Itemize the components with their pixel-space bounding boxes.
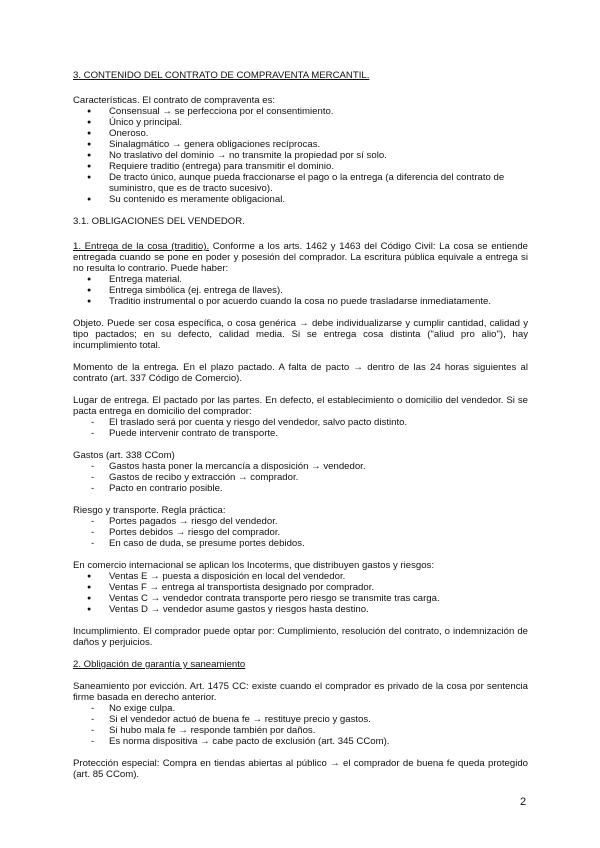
- momento-paragraph: Momento de la entrega. En el plazo pactado. A falta de pacto → dentro de las 24 horas siguientes al contrato (art. 337 Código de Comercio).: [73, 362, 528, 384]
- incoterms-block: [73, 560, 528, 615]
- garantia-heading-block: [73, 659, 528, 670]
- entrega-list: [73, 274, 528, 307]
- list-item: - En caso de duda, se presume portes debidos.: [73, 538, 528, 549]
- garantia-heading: 2. Obligación de garantía y saneamiento: [73, 659, 246, 670]
- list-item: ● Único y principal.: [73, 117, 528, 128]
- gastos-paragraph: Gastos (art. 338 CCom): [73, 450, 175, 461]
- list-item: - Portes debidos → riesgo del comprador.: [73, 527, 528, 538]
- list-item: - Puede intervenir contrato de transporte.: [73, 428, 528, 439]
- objeto-paragraph: Objeto. Puede ser cosa específica, o cosa genérica → debe individualizarse y cumplir cantidad, calidad y tipo pactados; en su defecto, calidad media. Si se entrega cosa distinta ("aliud pro alio"), hay incumplimiento total.: [73, 318, 528, 351]
- caracteristicas-intro: Características. El contrato de compraventa es:: [73, 95, 276, 106]
- gastos-list: [73, 461, 528, 494]
- riesgo-paragraph: Riesgo y transporte. Regla práctica:: [73, 505, 226, 516]
- page-content: [73, 70, 528, 791]
- list-item: - Si hubo mala fe → responde también por daños.: [73, 725, 528, 736]
- subsection-title: 3.1. OBLIGACIONES DEL VENDEDOR.: [73, 216, 245, 227]
- list-item: ● Ventas C → vendedor contrata transporte pero riesgo se transmite tras carga.: [73, 593, 528, 604]
- list-item: ● Consensual → se perfecciona por el consentimiento.: [73, 106, 528, 117]
- entrega-block: [73, 241, 528, 307]
- entrega-text: Conforme a los arts. 1462 y 1463 del Código Civil: La cosa se entiende entregada cuando se pone en poder y posesión del comprador. La escritura pública equivale a entrega si no resulta lo contrario. Puede haber:: [73, 241, 528, 274]
- incumplimiento-paragraph: Incumplimiento. El comprador puede optar por: Cumplimiento, resolución del contrato, o indemnización de daños y perjuicios.: [73, 626, 528, 648]
- list-item: ● Entrega simbólica (ej. entrega de llaves).: [73, 285, 528, 296]
- list-item: ● Su contenido es meramente obligacional.: [73, 194, 528, 205]
- lugar-list: [73, 417, 528, 439]
- riesgo-list: [73, 516, 528, 549]
- list-item: - Portes pagados → riesgo del vendedor.: [73, 516, 528, 527]
- section-title: 3. CONTENIDO DEL CONTRATO DE COMPRAVENTA MERCANTIL.: [73, 70, 370, 81]
- list-item: - Es norma dispositiva → cabe pacto de exclusión (art. 345 CCom).: [73, 736, 528, 747]
- proteccion-block: [73, 758, 528, 780]
- list-item: ● Entrega material.: [73, 274, 528, 285]
- page-number: 2: [520, 796, 527, 808]
- list-item: - Gastos de recibo y extracción → comprador.: [73, 472, 528, 483]
- momento-block: [73, 362, 528, 384]
- gastos-block: [73, 450, 528, 494]
- list-item: ● Oneroso.: [73, 128, 528, 139]
- incoterms-list: [73, 571, 528, 615]
- objeto-block: [73, 318, 528, 351]
- list-item: - Pacto en contrario posible.: [73, 483, 528, 494]
- lugar-paragraph: Lugar de entrega. El pactado por las partes. En defecto, el establecimiento o domicilio del vendedor. Si se pacta entrega en domicilio del comprador:: [73, 395, 528, 417]
- proteccion-paragraph: Protección especial: Compra en tiendas abiertas al público → el comprador de buena fe queda protegido (art. 85 CCom).: [73, 758, 528, 780]
- list-item: ● Ventas F → entrega al transportista designado por comprador.: [73, 582, 528, 593]
- entrega-paragraph: [73, 241, 528, 274]
- list-item: - El traslado será por cuenta y riesgo del vendedor, salvo pacto distinto.: [73, 417, 528, 428]
- list-item: ● Requiere traditio (entrega) para transmitir el dominio.: [73, 161, 528, 172]
- list-item: ● No traslativo del dominio → no transmite la propiedad por sí solo.: [73, 150, 528, 161]
- list-item: ● De tracto único, aunque pueda fraccionarse el pago o la entrega (a diferencia del contrato de suministro, que es de tracto sucesivo).: [73, 172, 528, 194]
- list-item: ● Ventas D → vendedor asume gastos y riesgos hasta destino.: [73, 604, 528, 615]
- list-item: - Gastos hasta poner la mercancía a disposición → vendedor.: [73, 461, 528, 472]
- list-item: ● Ventas E → puesta a disposición en local del vendedor.: [73, 571, 528, 582]
- list-item: - No exige culpa.: [73, 703, 528, 714]
- eviccion-paragraph: Saneamiento por evicción. Art. 1475 CC: existe cuando el comprador es privado de la cosa por sentencia firme basada en derecho anterior.: [73, 681, 528, 703]
- caracteristicas-list: [73, 106, 528, 205]
- lugar-block: [73, 395, 528, 439]
- incumplimiento-block: [73, 626, 528, 648]
- list-item: ● Traditio instrumental o por acuerdo cuando la cosa no puede trasladarse inmediatamente.: [73, 296, 528, 307]
- incoterms-paragraph: En comercio internacional se aplican los Incoterms, que distribuyen gastos y riesgos:: [73, 560, 435, 571]
- riesgo-block: [73, 505, 528, 549]
- caracteristicas-block: [73, 95, 528, 205]
- eviccion-list: [73, 703, 528, 747]
- list-item: - Si el vendedor actuó de buena fe → restituye precio y gastos.: [73, 714, 528, 725]
- list-item: ● Sinalagmático → genera obligaciones recíprocas.: [73, 139, 528, 150]
- eviccion-block: [73, 681, 528, 747]
- entrega-heading: 1. Entrega de la cosa (traditio).: [73, 241, 210, 252]
